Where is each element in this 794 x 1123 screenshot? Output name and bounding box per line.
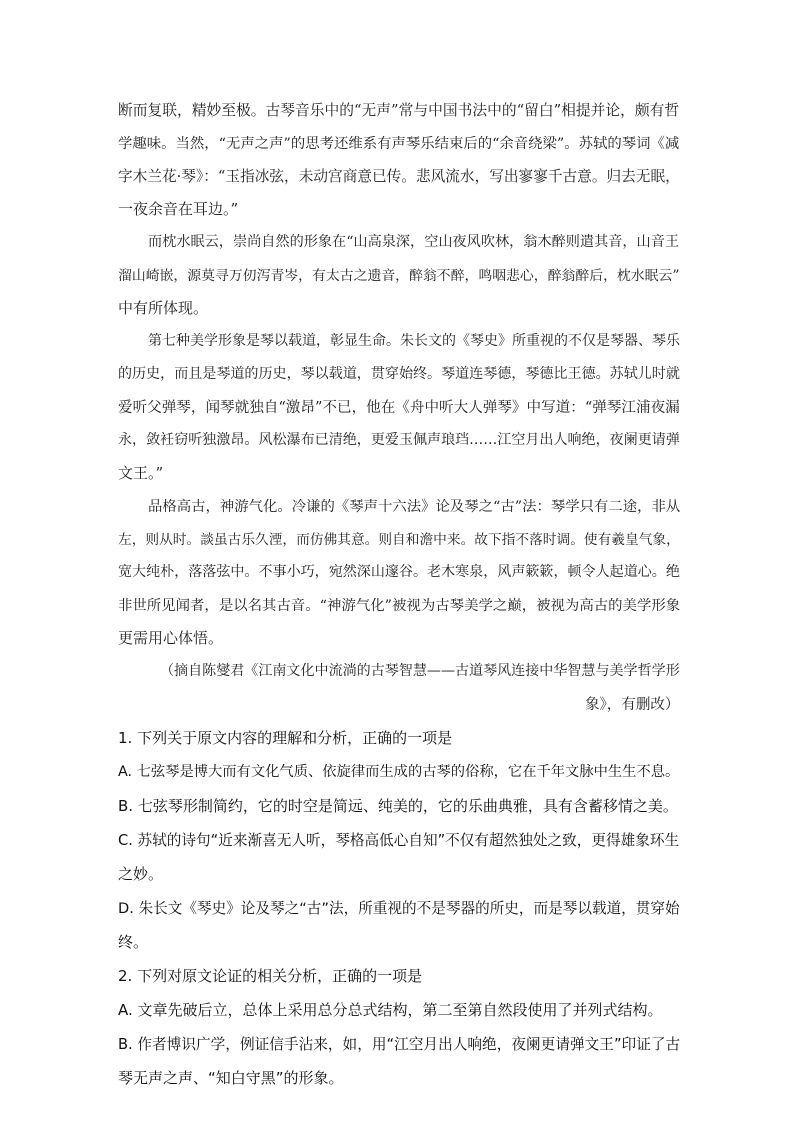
passage-line: 一夜余音在耳边。”: [118, 200, 239, 218]
answer-option-c-cont: 之妙。: [118, 865, 164, 883]
answer-option-a: A. 文章先破后立，总体上采用总分总式结构，第二至第自然段使用了并列式结构。: [118, 1001, 663, 1019]
source-attribution: （摘自陈燮君《江南文化中流淌的古琴智慧——古道琴风连接中华智慧与美学哲学形: [160, 663, 680, 679]
passage-line: 溜山崎嵌，源莫寻万仞泻青岑，有太古之遗音，醉翁不醉，鸣咽悲心，醉翁醉后，枕水眠云”: [118, 268, 680, 284]
question-stem: 1. 下列关于原文内容的理解和分析，正确的一项是: [118, 729, 453, 747]
answer-option-b: B. 七弦琴形制简约，它的时空是简远、纯美的，它的乐曲典雅，具有含蓄移情之美。: [118, 797, 678, 815]
answer-option-d: D. 朱长文《琴史》论及琴之“古”法，所重视的不是琴器的所史，而是琴以载道，贯穿始: [118, 900, 680, 917]
answer-option-c: C. 苏轼的诗句“近来渐喜无人听，琴格高低心自知”不仅有超然独处之致，更得雄象环生: [118, 832, 680, 849]
passage-line: 断而复联，精妙至极。古琴音乐中的“无声”常与中国书法中的“留白”相提并论，颇有哲: [118, 102, 680, 119]
answer-option-d-cont: 终。: [118, 933, 149, 951]
passage-line: 宽大纯朴，落落弦中。不事小巧，宛然深山邃谷。老木寒泉，风声簌簌，顿令人起道心。绝: [118, 564, 680, 580]
passage-line: 永，敛衽窃听独激昂。风松瀑布已清绝，更爱玉佩声琅珰……江空月出人响绝，夜阑更请弹: [118, 432, 680, 448]
passage-line: 字木兰花·琴》：“玉指冰弦，未动宫商意已传。悲风流水，写出寥寥千古意。归去无眠，: [118, 168, 680, 185]
passage-line: 的历史，而且是琴道的历史，琴以载道，贯穿始终。琴道连琴德，琴德比王德。苏轼儿时就: [118, 366, 680, 382]
passage-line: 文王。”: [118, 464, 164, 482]
source-attribution: 象》，有删改）: [585, 697, 680, 713]
passage-line: 更需用心体悟。: [118, 629, 224, 647]
answer-option-a: A. 七弦琴是博大而有文化气质、依旋律而生成的古琴的俗称，它在千年文脉中生生不息。: [118, 764, 680, 780]
passage-line: 而枕水眠云，崇尚自然的形象在“山高泉深，空山夜风吹林，翁木醉则遣其音，山音王: [148, 234, 680, 250]
passage-line: 左，则从时。談虽古乐久湮，而仿佛其意。则自和澹中来。故下指不落时调。使有羲皇气象，: [118, 532, 680, 548]
answer-option-b-cont: 琴无声之声、“知白守黑”的形象。: [118, 1069, 344, 1087]
passage-line: 学趣味。当然，“无声之声”的思考还维系有声琴乐结束后的“余音绕梁”。苏轼的琴词《减: [118, 136, 680, 152]
passage-line: 第七种美学形象是琴以载道，彰显生命。朱长文的《琴史》所重视的不仅是琴器、琴乐: [148, 333, 680, 349]
question-stem: 2. 下列对原文论证的相关分析，正确的一项是: [118, 967, 423, 985]
passage-line: 爱听父弹琴，闻琴就独自“激昂”不已，他在《舟中听大人弹琴》中写道：“弹琴江浦夜漏: [118, 399, 680, 416]
passage-line: 中有所体现。: [118, 299, 209, 317]
passage-line: 品格高古，神游气化。冷谦的《琴声十六法》论及琴之“古”法：琴学只有二途，非从: [148, 499, 681, 515]
answer-option-b: B. 作者博识广学，例证信手沾来，如，用“江空月出人响绝，夜阑更请弹文王”印证了古: [118, 1036, 681, 1053]
passage-line: 非世所见闻者，是以名其古音。“神游气化”被视为古琴美学之巅，被视为高古的美学形象: [118, 598, 681, 614]
